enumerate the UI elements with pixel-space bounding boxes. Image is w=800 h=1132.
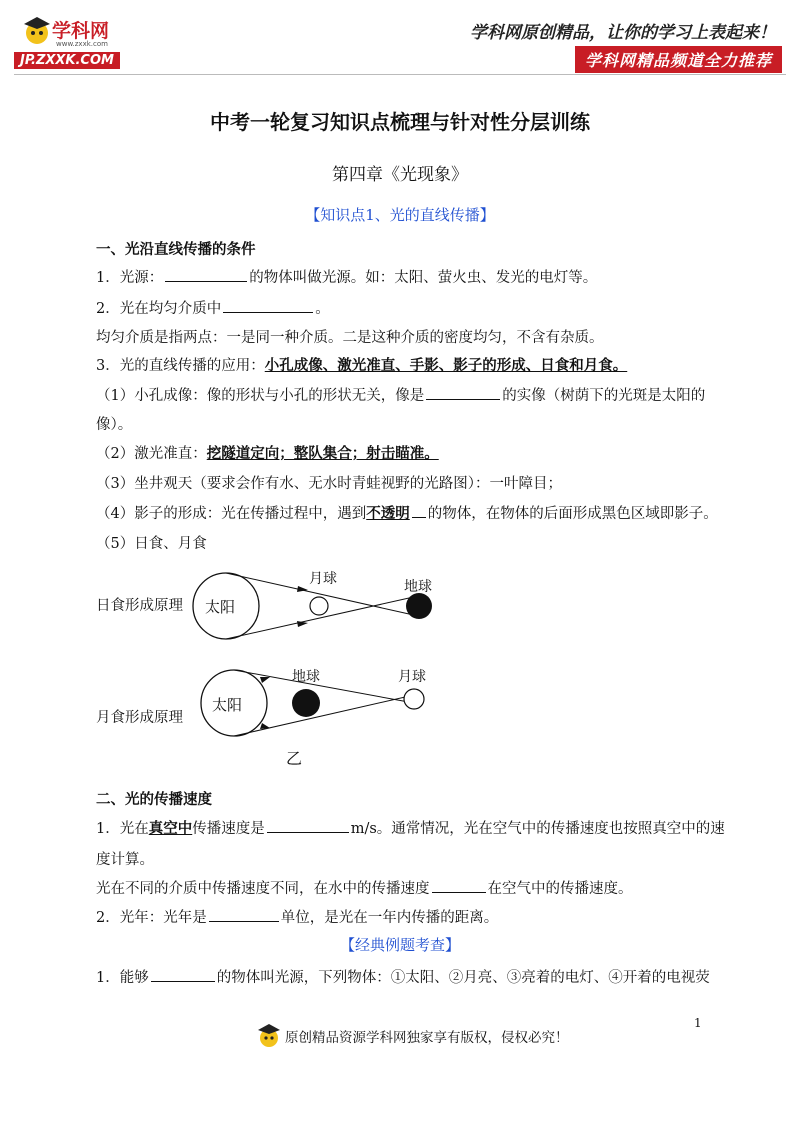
moon-label: 月球 <box>398 669 426 685</box>
logo-small-url: www.zxxk.com <box>56 40 108 48</box>
earth-label: 地球 <box>292 669 320 685</box>
text-line: 光在不同的介质中传播速度不同，在水中的传播速度 在空气中的传播速度。 <box>96 877 633 898</box>
text-line: 2．光在均匀介质中 。 <box>96 297 330 318</box>
text-line: （3）坐井观天（要求会作有水、无水时青蛙视野的光路图）：一叶障目； <box>96 476 562 492</box>
fill-blank[interactable] <box>151 967 215 982</box>
fill-blank[interactable] <box>426 385 500 400</box>
sun-label: 太阳 <box>212 696 243 714</box>
brand-logo <box>14 14 164 74</box>
fill-blank[interactable] <box>432 878 486 893</box>
text-line: （1）小孔成像：像的形状与小孔的形状无关，像是 的实像（树荫下的光斑是太阳的 <box>96 384 705 405</box>
logo-text: 学科网 <box>52 20 110 42</box>
text-line: （4）影子的形成：光在传播过程中，遇到不透明 的物体，在物体的后面形成黑色区域即影子。 <box>96 505 718 522</box>
chapter-title: 第四章《光现象》 <box>332 165 468 185</box>
text-line: 像）。 <box>96 417 133 433</box>
footer-copyright: 原创精品资源学科网独家享有版权，侵权必究！ <box>285 1030 569 1046</box>
text-line: 度计算。 <box>96 852 154 868</box>
lunar-eclipse-label: 月食形成原理 <box>96 710 183 726</box>
header-slogan: 学科网原创精品，让你的学习上表起来！ <box>470 23 776 43</box>
text-line: 均匀介质是指两点：一是同一种介质。二是这种介质的密度均匀，不含有杂质。 <box>96 330 604 346</box>
doc-title: 中考一轮复习知识点梳理与针对性分层训练 <box>210 110 590 134</box>
header-divider <box>14 74 786 75</box>
mascot-icon <box>20 14 54 48</box>
fill-blank[interactable] <box>209 907 279 922</box>
examples-heading: 【经典例题考查】 <box>339 936 460 954</box>
text-line: 3．光的直线传播的应用：小孔成像、激光准直、手影、影子的形成、日食和月食。 <box>96 357 628 374</box>
figure-caption: 乙 <box>286 749 303 768</box>
earth-label: 地球 <box>404 579 432 595</box>
fill-blank[interactable] <box>165 267 247 282</box>
section-heading: 一、光沿直线传播的条件 <box>96 241 256 258</box>
text-line: 1．光在真空中传播速度是 m/s。通常情况，光在空气中的传播速度也按照真空中的速 <box>96 820 725 837</box>
text-line: 1．能够 的物体叫光源，下列物体：①太阳、②月亮、③亮着的电灯、④开着的电视荧 <box>96 966 710 987</box>
logo-domain: JP.ZXXK.COM <box>14 52 120 69</box>
fill-blank[interactable] <box>223 298 313 313</box>
solar-eclipse-label: 日食形成原理 <box>96 598 183 614</box>
text-line: 2．光年：光年是 单位，是光在一年内传播的距离。 <box>96 906 498 927</box>
moon-label: 月球 <box>309 571 337 587</box>
header-banner: 学科网精品频道全力推荐 <box>575 46 782 73</box>
mascot-icon <box>256 1020 282 1050</box>
fill-blank[interactable] <box>267 818 349 833</box>
text-line: （2）激光准直：挖隧道定向；整队集合；射击瞄准。 <box>96 445 439 462</box>
text-line: 1．光源： 的物体叫做光源。如：太阳、萤火虫、发光的电灯等。 <box>96 266 597 287</box>
page-number: 1 <box>694 1016 702 1030</box>
sun-label: 太阳 <box>205 598 236 616</box>
knowledge-point-heading: 【知识点1、光的直线传播】 <box>305 206 495 224</box>
section-heading: 二、光的传播速度 <box>96 791 212 808</box>
text-line: （5）日食、月食 <box>96 536 207 552</box>
